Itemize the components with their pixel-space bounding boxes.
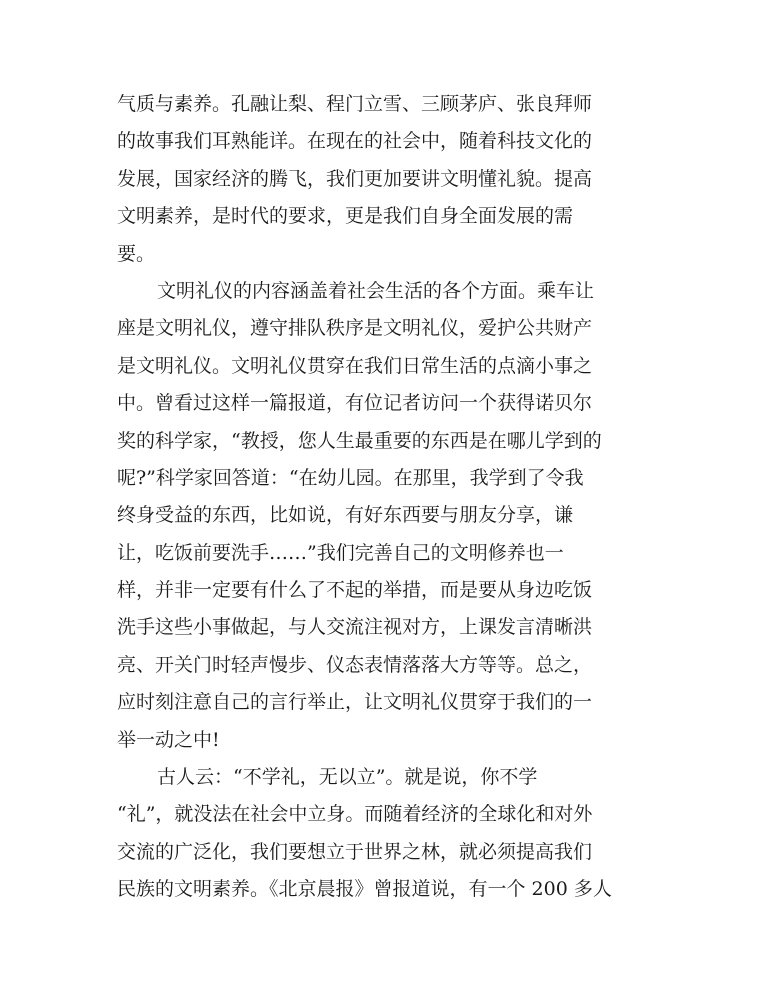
- text-line: 古人云：“不学礼，无以立”。就是说，你不学: [157, 766, 538, 789]
- text-line: 中。曾看过这样一篇报道，有位记者访问一个获得诺贝尔: [117, 392, 593, 415]
- text-line: 文明礼仪的内容涵盖着社会生活的各个方面。乘车让: [157, 279, 595, 302]
- text-line: 样，并非一定要有什么了不起的举措，而是要从身边吃饭: [117, 579, 593, 602]
- text-line: 奖的科学家，“教授，您人生最重要的东西是在哪儿学到的: [117, 429, 602, 452]
- text-line: 洗手这些小事做起，与人交流注视对方，上课发言清晰洪: [117, 616, 593, 639]
- text-line: 的故事我们耳熟能详。在现在的社会中，随着科技文化的: [117, 130, 593, 153]
- text-line: 终身受益的东西，比如说，有好东西要与朋友分享，谦: [117, 504, 574, 527]
- text-line: 是文明礼仪。文明礼仪贯穿在我们日常生活的点滴小事之: [117, 354, 593, 377]
- text-line: 呢?”科学家回答道：“在幼儿园。在那里，我学到了令我: [117, 466, 584, 489]
- text-line: 文明素养，是时代的要求，更是我们自身全面发展的需: [117, 205, 574, 228]
- text-line: 交流的广泛化，我们要想立于世界之林，就必须提高我们: [117, 840, 593, 863]
- text-line: 座是文明礼仪，遵守排队秩序是文明礼仪，爱护公共财产: [117, 317, 593, 340]
- text-line: 应时刻注意自己的言行举止，让文明礼仪贯穿于我们的一: [117, 691, 593, 714]
- text-line: 亮、开关门时轻声慢步、仪态表情落落大方等等。总之，: [117, 653, 593, 676]
- text-line: 举一动之中!: [117, 728, 220, 751]
- text-line: 民族的文明素养。《北京晨报》曾报道说，有一个 200 多人: [117, 878, 612, 901]
- document-body: [117, 86, 657, 909]
- text-line: 让，吃饭前要洗手……”我们完善自己的文明修养也一: [117, 541, 564, 564]
- text-line: 发展，国家经济的腾飞，我们更加要讲文明懂礼貌。提高: [117, 167, 593, 190]
- text-line: “礼”，就没法在社会中立身。而随着经济的全球化和对外: [117, 803, 593, 826]
- text-line: 要。: [117, 242, 156, 265]
- text-line: 气质与素养。孔融让梨、程门立雪、三顾茅庐、张良拜师: [117, 93, 593, 115]
